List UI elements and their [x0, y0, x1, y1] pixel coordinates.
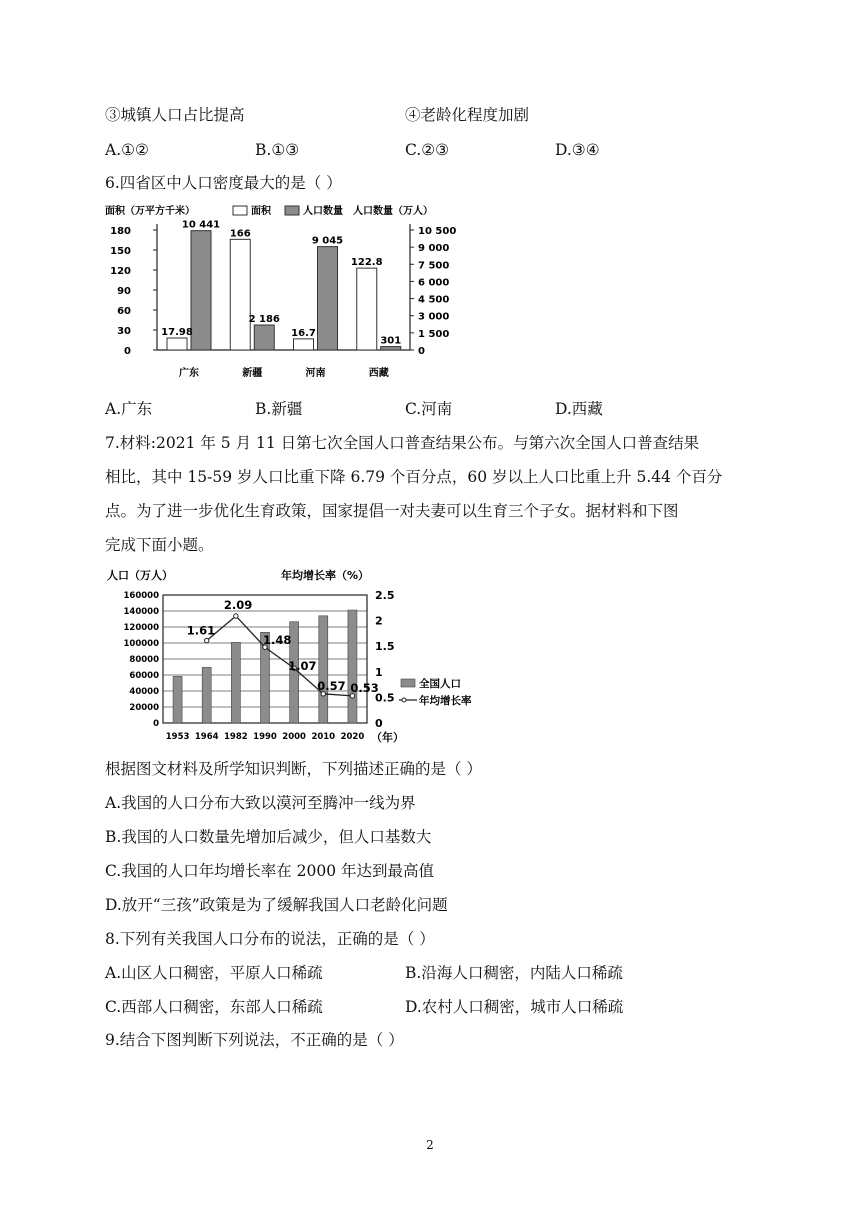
bar-population	[319, 616, 328, 723]
right-tick-label: 4 500	[418, 294, 450, 306]
q5-option-b: B.①③	[255, 141, 300, 159]
right-tick-label: 1	[375, 665, 383, 679]
data-label-area: 17.98	[161, 327, 193, 339]
category-label: 西藏	[368, 368, 389, 379]
left-tick-label: 0	[124, 346, 131, 357]
right-tick-label: 1.5	[375, 640, 395, 654]
left-tick-label: 120	[110, 266, 131, 277]
year-label: 2010	[311, 732, 336, 742]
left-tick-label: 180	[110, 226, 131, 237]
bar-population	[348, 610, 357, 723]
bar-population	[381, 347, 401, 350]
bar-population	[191, 231, 211, 350]
bar-area	[167, 338, 187, 350]
q7-paragraph-line-1: 7.材料:2021 年 5 月 11 日第七次全国人口普查结果公布。与第六次全国人口普查结果	[105, 434, 700, 452]
q6-option-b: B.新疆	[255, 400, 303, 418]
bar-population	[254, 325, 274, 350]
right-tick-label: 3 000	[418, 311, 450, 323]
data-label-population: 9 045	[311, 235, 344, 247]
bar-area	[357, 268, 377, 350]
q6-option-c: C.河南	[405, 400, 453, 418]
data-label-area: 166	[229, 228, 251, 240]
left-tick-label: 80000	[129, 655, 159, 665]
q8-option-b: B.沿海人口稠密，内陆人口稀疏	[405, 964, 623, 982]
right-tick-label: 2	[375, 614, 383, 628]
year-label: 1982	[224, 732, 248, 742]
data-label-population: 2 186	[248, 314, 280, 326]
national-population-growth-chart	[105, 563, 505, 748]
right-tick-label: 6 000	[418, 277, 450, 289]
right-tick-label: 9 000	[418, 243, 450, 255]
q7-option-b: B.我国的人口数量先增加后减少，但人口基数大	[105, 828, 432, 846]
left-tick-label: 20000	[129, 703, 159, 713]
legend-label-population: 人口数量	[303, 206, 343, 217]
right-tick-label: 7 500	[418, 260, 450, 272]
q9-stem: 9.结合下图判断下列说法，不正确的是（ ）	[105, 1031, 404, 1049]
q7-option-d: D.放开“三孩”政策是为了缓解我国人口老龄化问题	[105, 896, 448, 914]
right-tick-label: 1 500	[418, 328, 450, 340]
bar-population	[202, 667, 211, 723]
page-number: 2	[426, 1138, 434, 1152]
left-tick-label: 60000	[129, 671, 159, 681]
province-area-population-chart	[105, 200, 500, 385]
q6-stem: 6.四省区中人口密度最大的是（ ）	[105, 174, 342, 192]
legend-swatch-point	[402, 698, 406, 702]
bar-area	[230, 239, 250, 350]
right-tick-label: 0	[375, 717, 383, 730]
q8-option-a: A.山区人口稠密，平原人口稀疏	[105, 964, 323, 982]
left-tick-label: 30	[117, 326, 131, 337]
q5-option-a: A.①②	[105, 141, 149, 159]
right-axis-title: 人口数量（万人）	[353, 206, 433, 217]
year-label: 1953	[165, 732, 190, 742]
right-tick-label: 2.5	[375, 589, 395, 602]
q7-option-c: C.我国的人口年均增长率在 2000 年达到最高值	[105, 862, 435, 880]
legend-swatch-population	[401, 679, 415, 687]
data-label-population: 10 441	[181, 219, 221, 231]
growth-rate-label: 1.07	[288, 659, 317, 674]
year-label: 1964	[194, 732, 219, 742]
q7-stem: 根据图文材料及所学知识判断，下列描述正确的是（ ）	[105, 760, 482, 778]
q7-paragraph-line-2: 相比，其中 15-59 岁人口比重下降 6.79 个百分点，60 岁以上人口比重上升 5.44 个百分	[105, 468, 723, 486]
growth-rate-label: 1.48	[263, 633, 292, 648]
year-label: 2020	[340, 732, 365, 742]
bar-population	[231, 642, 240, 723]
q5-option-c: C.②③	[405, 141, 450, 159]
legend-label-population: 全国人口	[419, 678, 461, 690]
q6-option-a: A.广东	[105, 400, 153, 418]
q5-option-d: D.③④	[555, 141, 600, 159]
left-tick-label: 40000	[129, 687, 159, 697]
q8-option-c: C.西部人口稠密，东部人口稀疏	[105, 998, 323, 1016]
growth-rate-point	[205, 638, 209, 642]
right-tick-label: 0	[418, 346, 425, 357]
left-tick-label: 140000	[123, 607, 159, 617]
q7-option-a: A.我国的人口分布大致以漠河至腾冲一线为界	[105, 794, 416, 812]
legend-label-growth-rate: 年均增长率	[419, 695, 472, 707]
left-tick-label: 100000	[123, 639, 159, 649]
statement-4: ④老龄化程度加剧	[405, 106, 530, 124]
left-axis-title: 面积（万平方千米）	[105, 206, 195, 217]
right-axis-title: 年均增长率（%）	[281, 569, 370, 582]
growth-rate-point	[234, 614, 238, 618]
category-label: 新疆	[242, 368, 263, 379]
data-label-population: 301	[380, 335, 402, 347]
left-tick-label: 0	[153, 719, 159, 729]
year-label: 2000	[282, 732, 306, 742]
legend-swatch-area	[233, 206, 247, 215]
q8-stem: 8.下列有关我国人口分布的说法，正确的是（ ）	[105, 930, 435, 948]
data-label-area: 16.7	[291, 327, 316, 339]
q6-option-d: D.西藏	[555, 400, 603, 418]
growth-rate-label: 0.53	[350, 680, 379, 695]
growth-rate-label: 0.57	[317, 678, 346, 693]
left-tick-label: 120000	[123, 623, 159, 633]
growth-rate-label: 1.61	[186, 623, 216, 638]
legend-label-area: 面积	[251, 206, 271, 217]
q7-paragraph-line-4: 完成下面小题。	[105, 536, 214, 554]
left-tick-label: 150	[110, 246, 131, 257]
q7-paragraph-line-3: 点。为了进一步优化生育政策，国家提倡一对夫妻可以生育三个子女。据材料和下图	[105, 502, 679, 520]
left-tick-label: 60	[117, 306, 131, 317]
right-tick-label: 0.5	[375, 691, 395, 705]
left-tick-label: 90	[117, 286, 131, 297]
q8-option-d: D.农村人口稠密，城市人口稀疏	[405, 998, 624, 1016]
x-axis-unit: （年）	[371, 731, 404, 744]
right-tick-label: 10 500	[418, 226, 457, 237]
category-label: 广东	[179, 368, 199, 379]
statement-3: ③城镇人口占比提高	[105, 106, 245, 124]
bar-area	[294, 339, 314, 350]
left-tick-label: 160000	[123, 591, 159, 601]
bar-population	[318, 247, 338, 350]
left-axis-title: 人口（万人）	[107, 569, 173, 582]
data-label-area: 122.8	[350, 257, 383, 269]
year-label: 1990	[253, 732, 277, 742]
category-label: 河南	[305, 368, 326, 379]
bar-population	[173, 676, 182, 723]
legend-swatch-population	[285, 206, 299, 215]
growth-rate-label: 2.09	[223, 597, 253, 612]
